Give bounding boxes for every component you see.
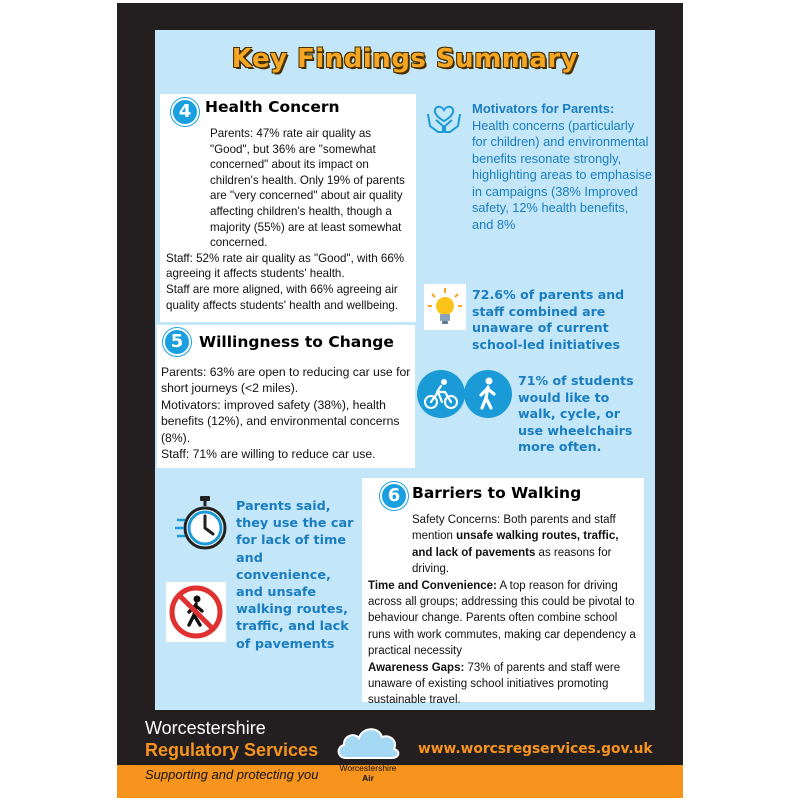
barriers-awareness-paragraph: Awareness Gaps: 73% of parents and staff were unaware of existing school initiatives promoting sustainable travel.: [368, 661, 621, 707]
no-pedestrian-icon: [166, 582, 226, 642]
section-title: Health Concern: [205, 98, 340, 116]
students-text: [470, 373, 645, 456]
section-title: Willingness to Change: [199, 333, 394, 351]
section-number-badge: 4: [171, 98, 199, 126]
air-logo-label: Worcestershire Air: [339, 763, 397, 783]
barriers-safety-paragraph: Safety Concerns: Both parents and staff mention unsafe walking routes, traffic, and lack of pavements as reasons for driving.: [412, 514, 619, 576]
org-name-line1: Worcestershire: [145, 718, 266, 738]
students-text-content: 71% of students would like to walk, cycle, or use wheelchairs more often.: [518, 373, 634, 454]
section-title: Barriers to Walking: [412, 484, 582, 502]
motivators-text: Health concerns (particularly for children) and environmental benefits resonate strongly, highlighting areas to emphasise in campaigns (38% Improved safety, 12% health benefits, and 8%: [472, 117, 652, 232]
lightbulb-icon: [424, 284, 466, 330]
motivators-block: [472, 101, 652, 233]
willingness-motivators-paragraph: Motivators: improved safety (38%), health benefits (12%), and environmental concerns (8%).: [161, 397, 400, 445]
willingness-card: [157, 325, 415, 468]
health-concern-text: [166, 126, 414, 313]
barriers-text: [368, 512, 640, 709]
stopwatch-icon: [175, 494, 231, 554]
parents-said-text: Parents said, they use the car for lack of time and convenience, and unsafe walking routes, traffic, and lack of pavements: [236, 499, 354, 652]
willingness-staff-paragraph: Staff: 71% are willing to reduce car use.: [161, 447, 376, 462]
section-number-badge: 6: [380, 482, 408, 510]
org-tagline: Supporting and protecting you: [145, 767, 319, 782]
website-link[interactable]: www.worcsregservices.gov.uk: [418, 741, 653, 757]
heart-hands-icon: [424, 96, 464, 136]
health-parents-paragraph: Parents: 47% rate air quality as "Good", but 36% are "somewhat concerned" about its impact on children's health. Only 19% of parents are "very concerned" about air quality affecting children's health, though a majority (55%) are at least somewhat concerned.: [210, 127, 405, 250]
health-concern-card: [160, 94, 416, 322]
barriers-card: [362, 478, 644, 707]
willingness-text: [161, 364, 413, 462]
cloud-logo-icon: [334, 722, 402, 762]
willingness-parents-paragraph: Parents: 63% are open to reducing car use for short journeys (<2 miles).: [161, 365, 411, 396]
motivators-title: Motivators for Parents:: [472, 101, 615, 116]
cyclist-icon: [417, 370, 465, 418]
section-number-badge: 5: [163, 328, 191, 356]
barriers-time-paragraph: Time and Convenience: A top reason for driving across all groups; addressing this could be pivotal to behaviour change. Parents often combine school runs with work commutes, making car dependency a practical necessity: [368, 579, 636, 658]
org-name-line2: Regulatory Services: [145, 740, 319, 760]
page-title: Key Findings Summary: [231, 44, 579, 74]
unaware-text: 72.6% of parents and staff combined are unaware of current school-led initiatives: [472, 287, 625, 352]
health-staff-paragraph: Staff: 52% rate air quality as "Good", with 66% agreeing it affects students' health.: [166, 251, 405, 281]
health-staff-aligned-paragraph: Staff are more aligned, with 66% agreeing air quality affects students' health and wellbeing.: [166, 282, 399, 312]
